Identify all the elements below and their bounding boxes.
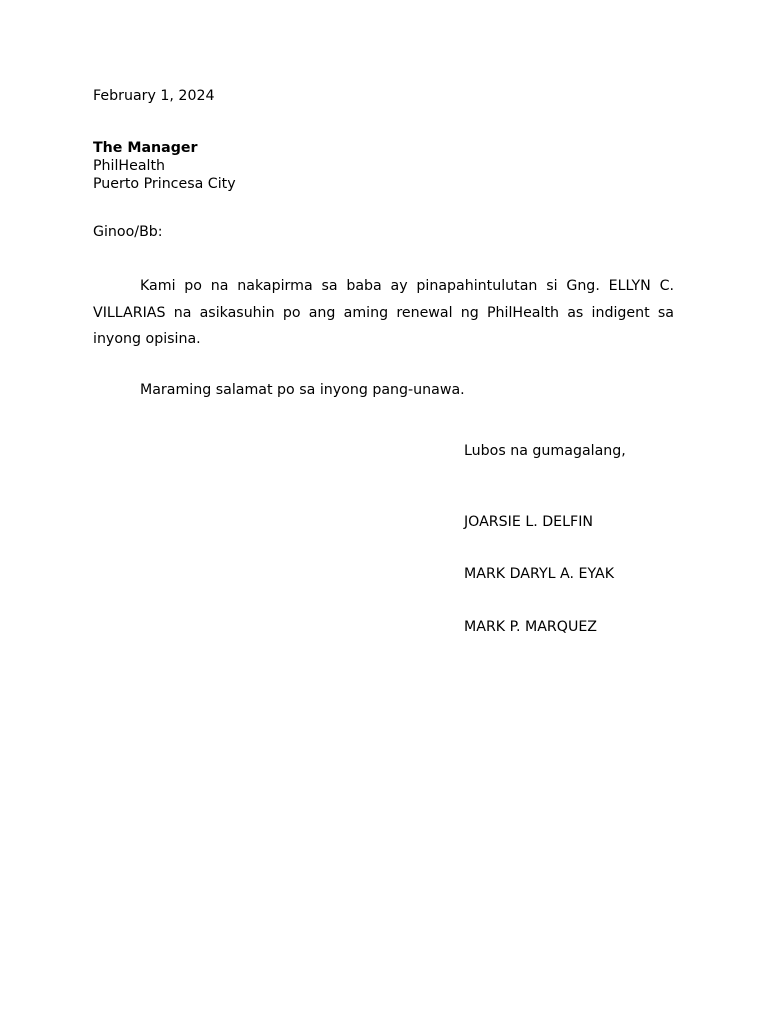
signatory-name: MARK DARYL A. EYAK <box>464 566 615 582</box>
body-paragraph: Kami po na nakapirma sa baba ay pinapahintulutan si Gng. ELLYN C. VILLARIAS na asikasuhin po ang aming renewal ng PhilHealth as indigent sa inyong opisina. <box>93 278 674 347</box>
letter-date: February 1, 2024 <box>93 88 215 104</box>
recipient-organization: PhilHealth <box>93 158 166 174</box>
salutation: Ginoo/Bb: <box>93 224 163 240</box>
recipient-city: Puerto Princesa City <box>93 176 236 192</box>
closing-phrase: Lubos na gumagalang, <box>464 443 626 459</box>
signatory-name: JOARSIE L. DELFIN <box>464 514 594 530</box>
recipient-block <box>93 139 236 193</box>
thanks-paragraph: Maraming salamat po sa inyong pang-unawa. <box>140 382 465 398</box>
signatory-name: MARK P. MARQUEZ <box>464 619 598 635</box>
recipient-title: The Manager <box>93 140 198 156</box>
